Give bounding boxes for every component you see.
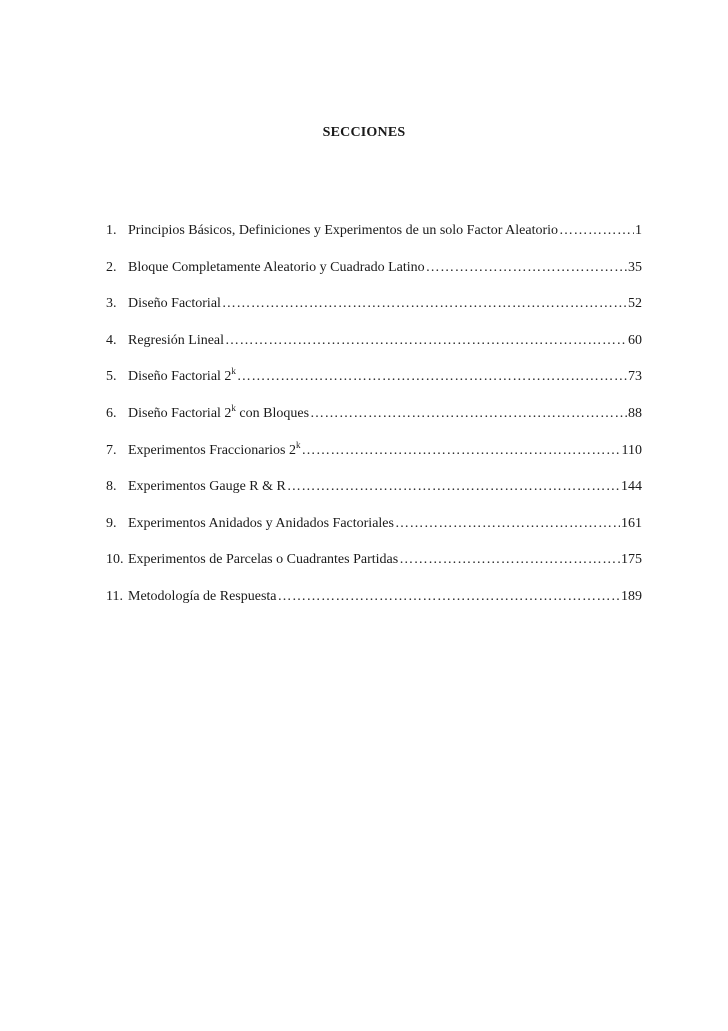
toc-entry-label: Principios Básicos, Definiciones y Experimentos de un solo Factor Aleatorio — [128, 223, 559, 238]
toc-entry-number: 11. — [106, 588, 123, 604]
toc-entry-number: 10. — [106, 552, 124, 568]
toc-dot-leader — [278, 587, 620, 606]
toc-entry — [106, 514, 642, 533]
toc-entry — [106, 550, 642, 569]
toc-entry-page: 1 — [635, 223, 642, 238]
toc-dot-leader — [301, 441, 620, 460]
toc-entry-label: Bloque Completamente Aleatorio y Cuadrado Latino — [128, 259, 425, 275]
toc-entry — [106, 477, 642, 496]
toc-entry-page: 175 — [621, 552, 642, 568]
toc-dot-leader — [225, 331, 627, 350]
toc-entry-number: 1. — [106, 223, 117, 238]
toc-entry-number: 5. — [106, 369, 117, 385]
table-of-contents — [106, 221, 642, 624]
toc-entry-page: 35 — [628, 259, 642, 275]
toc-entry — [106, 367, 642, 386]
toc-dot-leader — [395, 514, 620, 533]
toc-entry-number: 6. — [106, 405, 117, 421]
toc-entry-label: Metodología de Respuesta — [128, 588, 277, 604]
toc-entry-page: 161 — [621, 515, 642, 531]
toc-entry-label: Experimentos Anidados y Anidados Factoriales — [128, 515, 394, 531]
toc-entry-label: Experimentos de Parcelas o Cuadrantes Partidas — [128, 552, 399, 568]
toc-entry-number: 2. — [106, 259, 117, 275]
toc-entry-page: 60 — [628, 332, 642, 348]
toc-dot-leader — [559, 221, 634, 240]
toc-entry-page: 73 — [628, 369, 642, 385]
toc-entry-page: 144 — [621, 479, 642, 495]
toc-entry — [106, 331, 642, 350]
toc-entry-number: 3. — [106, 296, 117, 312]
toc-entry-page: 88 — [628, 405, 642, 421]
toc-entry — [106, 294, 642, 313]
toc-entry-number: 8. — [106, 479, 117, 495]
toc-entry-label: Regresión Lineal — [128, 332, 225, 348]
toc-entry-page: 110 — [621, 442, 642, 458]
toc-entry-label: Experimentos Fraccionarios 2$^k$ — [128, 439, 301, 458]
toc-entry-page: 52 — [628, 296, 642, 312]
toc-dot-leader — [222, 294, 627, 313]
toc-entry-label: Diseño Factorial — [128, 296, 221, 312]
toc-entry — [106, 221, 642, 240]
page-title: SECCIONES — [322, 125, 406, 140]
toc-dot-leader — [287, 477, 620, 496]
toc-dot-leader — [310, 404, 627, 423]
toc-entry-label: Diseño Factorial 2$^k$ — [128, 366, 236, 385]
toc-dot-leader — [426, 258, 627, 277]
toc-dot-leader — [399, 550, 620, 569]
toc-dot-leader — [237, 367, 627, 386]
toc-entry-label: Diseño Factorial 2$^k$ con Bloques — [128, 402, 310, 421]
toc-entry-number: 7. — [106, 442, 117, 458]
toc-entry — [106, 587, 642, 606]
toc-entry — [106, 258, 642, 277]
toc-entry-number: 9. — [106, 515, 117, 531]
toc-entry-number: 4. — [106, 332, 117, 348]
toc-entry-label: Experimentos Gauge R & R — [128, 479, 286, 495]
toc-entry-page: 189 — [621, 588, 642, 604]
toc-entry — [106, 441, 642, 460]
toc-entry — [106, 404, 642, 423]
